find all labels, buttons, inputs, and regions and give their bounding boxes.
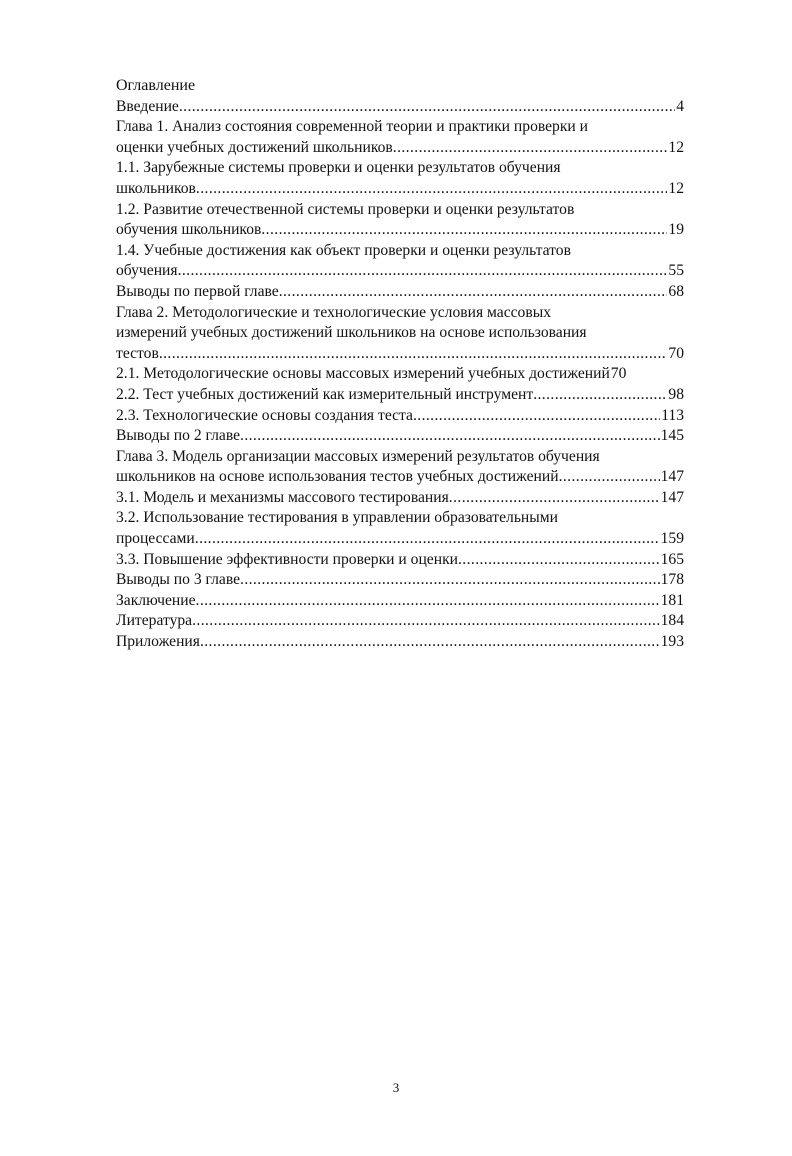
toc-entry[interactable]	[116, 550, 684, 571]
toc-entry[interactable]	[116, 611, 684, 632]
toc-entry[interactable]	[116, 385, 684, 406]
table-of-contents	[116, 76, 684, 653]
toc-entry[interactable]	[116, 364, 684, 385]
toc-entry-title: обучения школьников	[116, 221, 262, 239]
toc-entry[interactable]	[116, 447, 684, 488]
toc-page-number: 55	[668, 262, 684, 280]
toc-entry[interactable]	[116, 632, 684, 653]
toc-entry-text: Глава 3. Модель организации массовых измерений результатов обучения	[116, 447, 600, 465]
toc-entry-title: школьников	[116, 179, 196, 197]
toc-entry-text: 1.1. Зарубежные системы проверки и оценки результатов обучения	[116, 159, 561, 177]
toc-page-number: 184	[660, 612, 684, 630]
dot-leader	[559, 467, 660, 488]
toc-entry-title: Введение	[116, 97, 179, 115]
dot-leader	[178, 261, 668, 282]
toc-entry-line	[116, 550, 684, 571]
toc-entry[interactable]	[116, 241, 684, 282]
dot-leader	[196, 591, 660, 612]
toc-entry-line	[116, 385, 684, 406]
toc-title: Оглавление	[116, 77, 196, 94]
toc-entry-title: Выводы по 2 главе	[116, 427, 241, 445]
toc-page-number: 193	[660, 633, 684, 651]
toc-entry-title: 3.3. Повышение эффективности проверки и оценки	[116, 550, 458, 568]
toc-entry[interactable]	[116, 591, 684, 612]
dot-leader	[240, 426, 660, 447]
toc-entry-title: 2.3. Технологические основы создания теста	[116, 406, 413, 424]
toc-page-number: 165	[660, 550, 684, 568]
dot-leader	[192, 611, 660, 632]
toc-entry-text: Глава 2. Методологические и технологические условия массовых	[116, 303, 551, 321]
toc-page-number: 19	[668, 221, 684, 239]
toc-entry-line	[116, 426, 684, 447]
toc-entry-text: 1.4. Учебные достижения как объект проверки и оценки результатов	[116, 241, 571, 259]
dot-leader	[261, 220, 667, 241]
toc-page-number: 68	[668, 282, 684, 300]
toc-page-number: 98	[668, 385, 684, 403]
toc-entry-text: измерений учебных достижений школьников на основе использования	[116, 324, 587, 342]
toc-entry-line	[116, 570, 684, 591]
toc-entry-line	[116, 220, 684, 241]
toc-entry-title: Выводы по 3 главе	[116, 571, 241, 589]
toc-entry-title: 2.1. Методологические основы массовых измерений учебных достижений	[116, 365, 610, 383]
toc-page-number: 181	[660, 591, 684, 609]
dot-leader	[195, 529, 660, 550]
toc-entry-title: 3.1. Модель и механизмы массового тестирования	[116, 488, 449, 506]
toc-entry-line	[116, 138, 684, 159]
toc-entry-line	[116, 261, 684, 282]
toc-entry-line	[116, 406, 684, 427]
page-number: 3	[392, 1080, 400, 1095]
toc-page-number: 70	[668, 344, 684, 362]
toc-entry-line	[116, 529, 684, 550]
toc-entry[interactable]	[116, 97, 684, 118]
toc-entry-title: процессами	[116, 530, 195, 548]
dot-leader	[458, 550, 660, 571]
toc-entry-title: Заключение	[116, 591, 196, 609]
toc-entry-title: Литература	[116, 612, 193, 630]
toc-entry-line	[116, 488, 684, 509]
toc-entries	[116, 97, 684, 653]
toc-page-number: 178	[660, 571, 684, 589]
dot-leader	[449, 488, 660, 509]
dot-leader	[279, 282, 668, 303]
toc-entry[interactable]	[116, 508, 684, 549]
toc-entry[interactable]	[116, 406, 684, 427]
dot-leader	[413, 406, 660, 427]
toc-entry[interactable]	[116, 117, 684, 158]
dot-leader	[196, 179, 667, 200]
toc-entry-line	[116, 179, 684, 200]
toc-entry[interactable]	[116, 488, 684, 509]
toc-entry-line	[116, 591, 684, 612]
toc-page-number: 145	[660, 427, 684, 445]
toc-entry-text: 1.2. Развитие отечественной системы проверки и оценки результатов	[116, 200, 575, 218]
toc-entry-title: школьников на основе использования тестов учебных достижений	[116, 468, 559, 486]
dot-leader	[393, 138, 668, 159]
toc-entry-line	[116, 467, 684, 488]
toc-page-number: 113	[661, 406, 684, 424]
toc-entry-title: оценки учебных достижений школьников	[116, 138, 393, 156]
toc-entry[interactable]	[116, 303, 684, 365]
toc-page-number: 147	[660, 488, 684, 506]
toc-entry-title: 2.2. Тест учебных достижений как измерительный инструмент	[116, 385, 534, 403]
toc-entry[interactable]	[116, 570, 684, 591]
toc-entry-title: Выводы по первой главе	[116, 282, 279, 300]
toc-entry-line	[116, 611, 684, 632]
toc-entry-line	[116, 344, 684, 365]
toc-entry[interactable]	[116, 200, 684, 241]
toc-entry-title: тестов	[116, 344, 159, 362]
toc-page-number: 147	[660, 468, 684, 486]
toc-entry[interactable]	[116, 158, 684, 199]
toc-entry-line	[116, 364, 684, 385]
toc-entry-text: 3.2. Использование тестирования в управлении образовательными	[116, 509, 558, 527]
toc-page-number: 4	[676, 97, 684, 115]
dot-leader	[159, 344, 668, 365]
toc-page-number: 12	[668, 179, 684, 197]
dot-leader	[179, 97, 675, 118]
toc-entry[interactable]	[116, 282, 684, 303]
dot-leader	[240, 570, 660, 591]
dot-leader	[533, 385, 667, 406]
toc-entry-title: обучения	[116, 262, 178, 280]
toc-entry-line	[116, 97, 684, 118]
toc-page-number: 12	[668, 138, 684, 156]
toc-entry-text: Глава 1. Анализ состояния современной теории и практики проверки и	[116, 118, 589, 136]
toc-entry-line	[116, 282, 684, 303]
toc-entry-title: Приложения	[116, 633, 200, 651]
toc-entry-line	[116, 632, 684, 653]
toc-page-number: 159	[660, 530, 684, 548]
dot-leader	[200, 632, 660, 653]
toc-page-number: 70	[610, 365, 627, 383]
toc-entry[interactable]	[116, 426, 684, 447]
